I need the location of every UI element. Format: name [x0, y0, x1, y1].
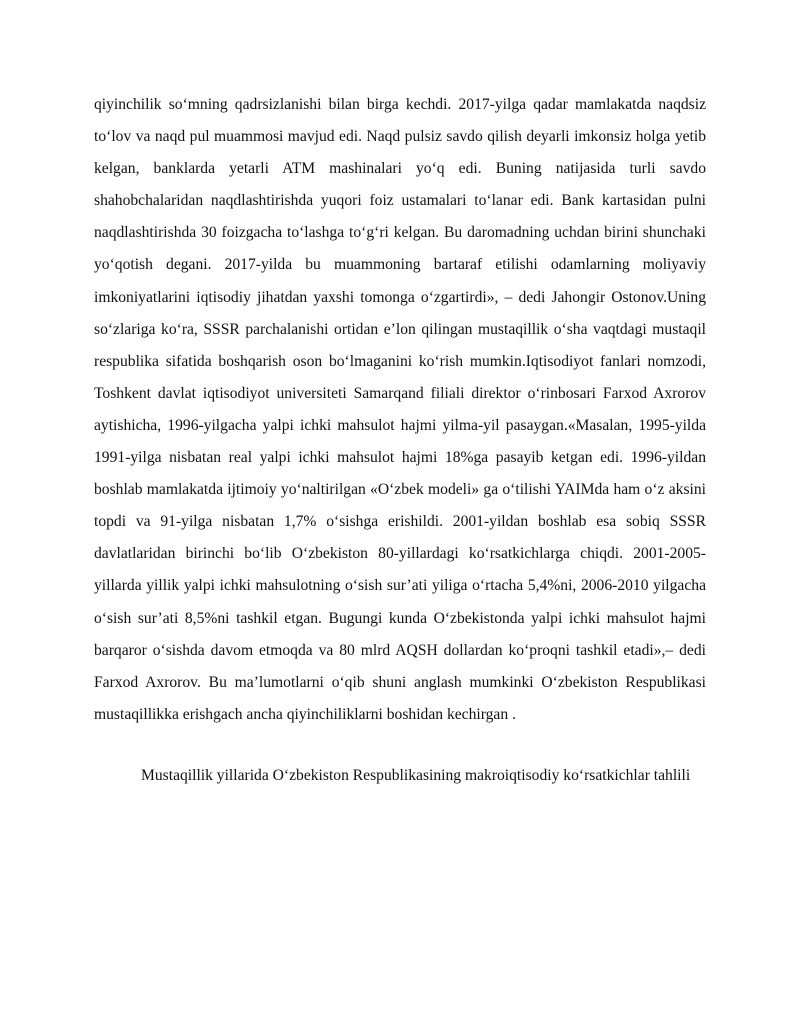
body-paragraph: qiyinchilik so‘mning qadrsizlanishi bilan birga kechdi. 2017-yilga qadar mamlakatda naqdsiz to‘lov va naqd pul muammosi mavjud edi. Naqd pulsiz savdo qilish deyarli imkonsiz holga yetib kelgan, banklarda yetarli ATM mashinalari yo‘q edi. Buning natijasida turli savdo shahobchalaridan naqdlashtirishda yuqori foiz ustamalari to‘lanar edi. Bank kartasidan pulni naqdlashtirishda 30 foizgacha to‘lashga to‘g‘ri kelgan. Bu daromadning uchdan birini shunchaki yo‘qotish degani. 2017-yilda bu muammoning bartaraf etilishi odamlarning moliyaviy imkoniyatlarini iqtisodiy jihatdan yaxshi tomonga o‘zgartirdi», – dedi Jahongir Ostonov.Uning so‘zlariga ko‘ra, SSSR parchalanishi ortidan e’lon qilingan mustaqillik o‘sha vaqtdagi mustaqil respublika sifatida boshqarish oson bo‘lmaganini ko‘rish mumkin.Iqtisodiyot fanlari nomzodi, Toshkent davlat iqtisodiyot universiteti Samarqand filiali direktor o‘rinbosari Farxod Axrorov aytishicha, 1996-yilgacha yalpi ichki mahsulot hajmi yilma-yil pasaygan.«Masalan, 1995-yilda 1991-yilga nisbatan real yalpi ichki mahsulot hajmi 18%ga pasayib ketgan edi. 1996-yildan boshlab mamlakatda ijtimoiy yo‘naltirilgan «O‘zbek modeli» ga o‘tilishi YAIMda ham o‘z aksini topdi va 91-yilga nisbatan 1,7% o‘sishga erishildi. 2001-yildan boshlab esa sobiq SSSR davlatlaridan birinchi bo‘lib O‘zbekiston 80-yillardagi ko‘rsatkichlarga chiqdi. 2001-2005- yillarda yillik yalpi ichki mahsulotning o‘sish sur’ati yiliga o‘rtacha 5,4%ni, 2006-2010 yilgacha o‘sish sur’ati 8,5%ni tashkil etgan. Bugungi kunda O‘zbekistonda yalpi ichki mahsulot hajmi barqaror o‘sishda davom etmoqda va 80 mlrd AQSH dollardan ko‘proqni tashkil etadi»,– dedi Farxod Axrorov. Bu ma’lumotlarni o‘qib shuni anglash mumkinki O‘zbekiston Respublikasi mustaqillikka erishgach ancha qiyinchiliklarni boshidan kechirgan . — [94, 96, 706, 723]
document-page — [94, 89, 706, 792]
section-heading: Mustaqillik yillarida O‘zbekiston Respublikasining makroiqtisodiy ko‘rsatkichlar tahlili — [141, 766, 691, 784]
